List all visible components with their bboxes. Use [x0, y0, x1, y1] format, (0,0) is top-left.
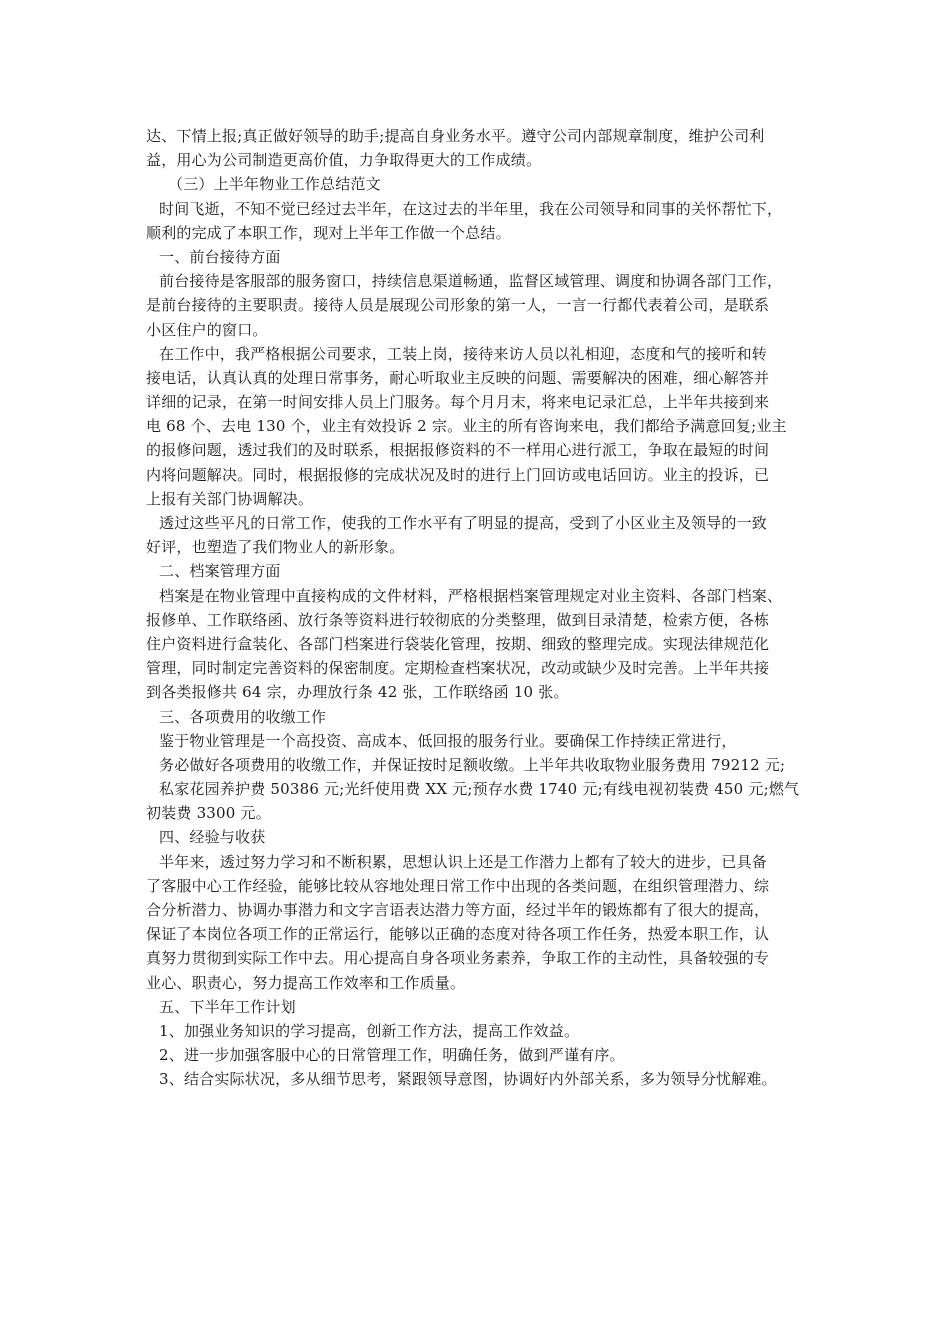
text-line: 住户资料进行盒装化、各部门档案进行袋装化管理，按期、细致的整理完成。实现法律规范化 — [146, 634, 770, 653]
text-line: 保证了本岗位各项工作的正常运行，能够以正确的态度对待各项工作任务，热爱本职工作，认 — [146, 925, 770, 944]
text-line: 电 68 个、去电 130 个，业主有效投诉 2 宗。业主的所有咨询来电，我们都给予满意回复;业主 — [146, 417, 787, 436]
text-line: 私家花园养护费 50386 元;光纤使用费 XX 元;预存水费 1740 元;有线电视初装费 450 元;燃气 — [159, 780, 800, 799]
document-body — [146, 124, 810, 1092]
text-line: 五、下半年工作计划 — [159, 997, 296, 1016]
text-line: 的报修问题，透过我们的及时联系，根据报修资料的不一样用心进行派工，争取在最短的时间 — [146, 441, 770, 460]
text-line: 了客服中心工作经验，能够比较从容地处理日常工作中出现的各类问题，在组织管理潜力、综 — [146, 876, 770, 895]
text-line: 档案是在物业管理中直接构成的文件材料，严格根据档案管理规定对业主资料、各部门档案、 — [159, 586, 783, 605]
text-line: 顺利的完成了本职工作，现对上半年工作做一个总结。 — [146, 223, 511, 242]
text-line: 小区住户的窗口。 — [146, 320, 268, 339]
text-line: 1、加强业务知识的学习提高，创新工作方法，提高工作效益。 — [159, 1021, 580, 1040]
text-line: 二、档案管理方面 — [159, 562, 281, 581]
text-line: 鉴于物业管理是一个高投资、高成本、低回报的服务行业。要确保工作持续正常进行， — [159, 731, 737, 750]
text-line: 半年来，透过努力学习和不断积累，思想认识上还是工作潜力上都有了较大的进步，已具备 — [159, 852, 768, 871]
text-line: 在工作中，我严格根据公司要求，工装上岗，接待来访人员以礼相迎，态度和气的接听和转 — [159, 344, 768, 363]
text-line: 上报有关部门协调解决。 — [146, 489, 314, 508]
text-line: 一、前台接待方面 — [159, 247, 281, 266]
text-line: 接电话，认真认真的处理日常事务，耐心听取业主反映的问题、需要解决的困难，细心解答并 — [146, 368, 770, 387]
text-line: 是前台接待的主要职责。接待人员是展现公司形象的第一人，一言一行都代表着公司，是联系 — [146, 296, 770, 315]
text-line: 四、经验与收获 — [159, 828, 266, 847]
text-line: 到各类报修共 64 宗，办理放行条 42 张，工作联络函 10 张。 — [146, 683, 569, 702]
text-line: 详细的记录，在第一时间安排人员上门服务。每个月月末，将来电记录汇总，上半年共接到来 — [146, 393, 770, 412]
text-line: （三）上半年物业工作总结范文 — [168, 175, 381, 194]
text-line: 3、结合实际状况，多从细节思考，紧跟领导意图，协调好内外部关系，多为领导分忧解难。 — [159, 1070, 777, 1089]
text-line: 达、下情上报;真正做好领导的助手;提高自身业务水平。遵守公司内部规章制度，维护公司利 — [146, 127, 765, 145]
text-line: 内将问题解决。同时，根据报修的完成状况及时的进行上门回访或电话回访。业主的投诉，已 — [146, 465, 770, 484]
text-line: 合分析潜力、协调办事潜力和文字言语表达潜力等方面，经过半年的锻炼都有了很大的提高， — [146, 901, 770, 919]
text-line: 时间飞逝，不知不觉已经过去半年，在这过去的半年里，我在公司领导和同事的关怀帮忙下， — [159, 199, 783, 218]
text-line: 好评，也塑造了我们物业人的新形象。 — [146, 538, 405, 557]
text-line: 业心、职责心，努力提高工作效率和工作质量。 — [146, 973, 466, 992]
text-line: 务必做好各项费用的收缴工作，并保证按时足额收缴。上半年共收取物业服务费用 79212 元; — [159, 755, 786, 774]
text-line: 真努力贯彻到实际工作中去。用心提高自身各项业务素养，争取工作的主动性，具备较强的专 — [146, 949, 770, 968]
text-line: 管理，同时制定完善资料的保密制度。定期检查档案状况，改动或缺少及时完善。上半年共接 — [146, 659, 770, 678]
text-line: 益，用心为公司制造更高价值，力争取得更大的工作成绩。 — [146, 151, 542, 170]
text-line: 三、各项费用的收缴工作 — [159, 707, 327, 726]
text-line: 2、进一步加强客服中心的日常管理工作，明确任务，做到严谨有序。 — [159, 1046, 625, 1065]
text-line: 前台接待是客服部的服务窗口，持续信息渠道畅通，监督区域管理、调度和协调各部门工作， — [159, 272, 783, 291]
text-line: 透过这些平凡的日常工作，使我的工作水平有了明显的提高，受到了小区业主及领导的一致 — [159, 514, 768, 532]
text-line: 初装费 3300 元。 — [146, 804, 271, 823]
text-line: 报修单、工作联络函、放行条等资料进行较彻底的分类整理，做到目录清楚，检索方便，各栋 — [146, 610, 770, 629]
